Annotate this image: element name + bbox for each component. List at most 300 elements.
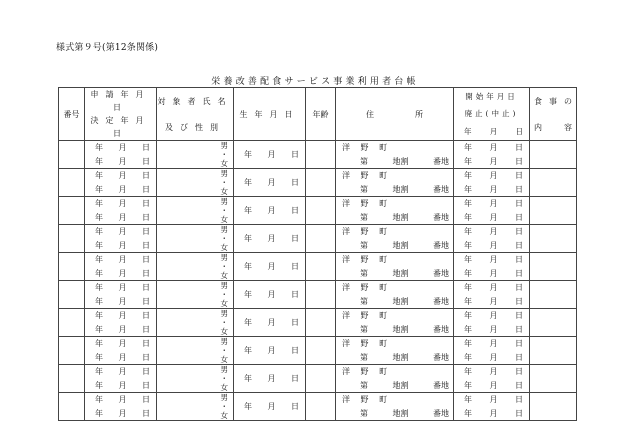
male-label: 男	[220, 281, 228, 290]
month-label: 月	[489, 352, 498, 362]
year-label: 年	[464, 296, 472, 306]
cell-no[interactable]	[59, 337, 85, 365]
year-label: 年	[464, 367, 472, 377]
gender-marker	[157, 393, 233, 420]
year-label: 年	[464, 255, 472, 265]
cell-address[interactable]	[336, 365, 454, 393]
header-address	[336, 88, 454, 141]
gender-marker	[157, 365, 233, 392]
cell-start-date[interactable]	[454, 169, 530, 197]
male-label: 男	[220, 337, 228, 346]
day-label: 日	[142, 268, 150, 278]
year-label: 年	[95, 184, 103, 194]
banchi-label: 番地	[433, 268, 449, 278]
chiwari-label: 地割	[392, 184, 409, 194]
town-char: 野	[360, 311, 369, 321]
cell-start-date[interactable]	[454, 393, 530, 421]
cell-birth[interactable]	[234, 225, 306, 253]
cell-apply-date[interactable]	[85, 309, 157, 337]
cell-birth[interactable]	[234, 309, 306, 337]
separator-dot: ・	[220, 402, 228, 411]
town-char: 町	[379, 395, 388, 405]
female-label: 女	[220, 411, 228, 420]
cell-address[interactable]	[336, 169, 454, 197]
banchi-label: 番地	[433, 408, 449, 418]
cell-address[interactable]	[336, 393, 454, 421]
cell-no[interactable]	[59, 141, 85, 169]
day-label: 日	[291, 402, 299, 411]
cell-no[interactable]	[59, 365, 85, 393]
day-label: 日	[142, 212, 150, 222]
year-label: 年	[244, 290, 252, 299]
cell-birth[interactable]	[234, 337, 306, 365]
town-char: 野	[360, 367, 369, 377]
month-label: 月	[267, 206, 276, 215]
month-label: 月	[118, 311, 127, 321]
day-label: 日	[515, 367, 523, 377]
month-label: 月	[267, 262, 276, 271]
month-label: 月	[489, 408, 498, 418]
month-label: 月	[267, 178, 276, 187]
day-label: 日	[515, 199, 523, 209]
year-label: 年	[244, 346, 252, 355]
cell-apply-date[interactable]	[85, 393, 157, 421]
cell-start-date[interactable]	[454, 309, 530, 337]
cell-start-date[interactable]	[454, 225, 530, 253]
banchi-label: 番地	[433, 184, 449, 194]
cell-age[interactable]	[306, 393, 336, 421]
gender-marker	[157, 197, 233, 224]
town-char: 洋	[342, 199, 350, 209]
town-char: 野	[360, 283, 369, 293]
gender-marker	[157, 225, 233, 252]
header-apply-date	[85, 88, 157, 141]
year-label: 年	[95, 352, 103, 362]
cell-birth[interactable]	[234, 197, 306, 225]
gender-marker	[157, 281, 233, 308]
chiwari-label: 地割	[392, 240, 409, 250]
cell-age[interactable]	[306, 253, 336, 281]
month-label: 月	[489, 380, 498, 390]
year-label: 年	[95, 324, 103, 334]
year-label: 年	[464, 339, 472, 349]
header-start-line3	[454, 127, 529, 136]
month-label: 月	[118, 143, 127, 153]
cell-birth[interactable]	[234, 393, 306, 421]
cell-name-gender[interactable]	[157, 169, 234, 197]
day-label: 日	[142, 395, 150, 405]
day-label: 日	[515, 352, 523, 362]
header-meal	[530, 88, 577, 141]
day-label: 日	[515, 184, 523, 194]
cell-name-gender[interactable]	[157, 253, 234, 281]
year-label: 年	[95, 296, 103, 306]
header-start-line2: 廃止(中止)	[464, 109, 519, 119]
day-label: 日	[515, 283, 523, 293]
month-label: 月	[489, 324, 498, 334]
header-apply-line1: 申請年月日	[90, 90, 151, 112]
year-label: 年	[95, 255, 103, 265]
month-label: 月	[489, 296, 498, 306]
cell-meal[interactable]	[530, 225, 577, 253]
day-label: 日	[291, 374, 299, 383]
day-label: 日	[142, 184, 150, 194]
year-label: 年	[464, 171, 472, 181]
header-meal-a: 食	[534, 96, 542, 106]
town-char: 町	[379, 283, 388, 293]
cell-meal[interactable]	[530, 365, 577, 393]
month-label: 月	[489, 240, 498, 250]
month-label: 月	[489, 212, 498, 222]
month-label: 月	[118, 380, 127, 390]
cell-start-date[interactable]	[454, 141, 530, 169]
gender-marker	[157, 337, 233, 364]
cell-address[interactable]	[336, 337, 454, 365]
month-label: 月	[118, 156, 127, 166]
table-row	[59, 337, 577, 365]
cell-no[interactable]	[59, 393, 85, 421]
separator-dot: ・	[220, 206, 228, 215]
separator-dot: ・	[220, 374, 228, 383]
cell-meal[interactable]	[530, 253, 577, 281]
day-label: 日	[515, 255, 523, 265]
table-row	[59, 253, 577, 281]
header-meal-e: 容	[564, 122, 572, 132]
cell-age[interactable]	[306, 365, 336, 393]
month-label: 月	[118, 408, 127, 418]
cell-meal[interactable]	[530, 281, 577, 309]
month-label: 月	[118, 212, 127, 222]
cell-birth[interactable]	[234, 253, 306, 281]
banchi-label: 番地	[433, 352, 449, 362]
day-label: 日	[142, 227, 150, 237]
cell-age[interactable]	[306, 281, 336, 309]
town-char: 野	[360, 199, 369, 209]
cell-start-date[interactable]	[454, 337, 530, 365]
cell-age[interactable]	[306, 197, 336, 225]
cell-apply-date[interactable]	[85, 141, 157, 169]
female-label: 女	[220, 215, 228, 224]
table-row	[59, 225, 577, 253]
separator-dot: ・	[220, 318, 228, 327]
header-meal-c: の	[564, 96, 572, 106]
month-label: 月	[489, 311, 498, 321]
day-label: 日	[142, 283, 150, 293]
cell-name-gender[interactable]	[157, 281, 234, 309]
female-label: 女	[220, 271, 228, 280]
table-row	[59, 141, 577, 169]
cell-name-gender[interactable]	[157, 141, 234, 169]
cell-apply-date[interactable]	[85, 365, 157, 393]
separator-dot: ・	[220, 262, 228, 271]
male-label: 男	[220, 169, 228, 178]
banchi-label: 番地	[433, 296, 449, 306]
registry-table	[58, 87, 577, 421]
year-label: 年	[464, 240, 472, 250]
town-char: 洋	[342, 367, 350, 377]
town-char: 野	[360, 171, 369, 181]
town-char: 町	[379, 199, 388, 209]
cell-no[interactable]	[59, 225, 85, 253]
year-label: 年	[464, 380, 472, 390]
month-label: 月	[489, 227, 498, 237]
cell-name-gender[interactable]	[157, 197, 234, 225]
header-meal-line1	[530, 95, 576, 108]
chiwari-label: 地割	[392, 156, 409, 166]
cell-name-gender[interactable]	[157, 337, 234, 365]
day-label: 日	[142, 143, 150, 153]
year-label: 年	[95, 283, 103, 293]
month-label: 月	[489, 268, 498, 278]
day-label: 日	[515, 296, 523, 306]
cell-apply-date[interactable]	[85, 225, 157, 253]
chiwari-label: 地割	[392, 352, 409, 362]
cell-name-gender[interactable]	[157, 365, 234, 393]
dai-label: 第	[360, 240, 368, 250]
cell-age[interactable]	[306, 169, 336, 197]
day-label: 日	[515, 171, 523, 181]
year-label: 年	[464, 227, 472, 237]
town-char: 洋	[342, 283, 350, 293]
header-start-month: 月	[489, 126, 498, 136]
day-label: 日	[515, 339, 523, 349]
day-label: 日	[142, 199, 150, 209]
chiwari-label: 地割	[392, 268, 409, 278]
dai-label: 第	[360, 352, 368, 362]
cell-meal[interactable]	[530, 141, 577, 169]
month-label: 月	[118, 283, 127, 293]
male-label: 男	[220, 141, 228, 150]
town-char: 町	[379, 227, 388, 237]
cell-address[interactable]	[336, 253, 454, 281]
female-label: 女	[220, 159, 228, 168]
year-label: 年	[464, 268, 472, 278]
cell-address[interactable]	[336, 197, 454, 225]
chiwari-label: 地割	[392, 296, 409, 306]
document-title: 栄養改善配食サービス事業利用者台帳	[211, 77, 419, 87]
cell-age[interactable]	[306, 141, 336, 169]
cell-start-date[interactable]	[454, 197, 530, 225]
day-label: 日	[515, 311, 523, 321]
year-label: 年	[464, 143, 472, 153]
month-label: 月	[118, 227, 127, 237]
town-char: 洋	[342, 143, 350, 153]
year-label: 年	[244, 318, 252, 327]
year-label: 年	[95, 311, 103, 321]
year-label: 年	[95, 367, 103, 377]
year-label: 年	[464, 184, 472, 194]
female-label: 女	[220, 355, 228, 364]
cell-apply-date[interactable]	[85, 337, 157, 365]
day-label: 日	[291, 206, 299, 215]
month-label: 月	[489, 367, 498, 377]
year-label: 年	[95, 199, 103, 209]
town-char: 洋	[342, 171, 350, 181]
dai-label: 第	[360, 296, 368, 306]
town-char: 野	[360, 395, 369, 405]
gender-marker	[157, 309, 233, 336]
cell-name-gender[interactable]	[157, 309, 234, 337]
dai-label: 第	[360, 184, 368, 194]
cell-birth[interactable]	[234, 365, 306, 393]
day-label: 日	[515, 212, 523, 222]
cell-apply-date[interactable]	[85, 169, 157, 197]
cell-no[interactable]	[59, 197, 85, 225]
cell-no[interactable]	[59, 253, 85, 281]
male-label: 男	[220, 365, 228, 374]
month-label: 月	[267, 290, 276, 299]
day-label: 日	[142, 367, 150, 377]
day-label: 日	[515, 156, 523, 166]
dai-label: 第	[360, 380, 368, 390]
cell-no[interactable]	[59, 281, 85, 309]
cell-meal[interactable]	[530, 197, 577, 225]
month-label: 月	[489, 143, 498, 153]
cell-age[interactable]	[306, 225, 336, 253]
day-label: 日	[291, 150, 299, 159]
header-row	[59, 88, 577, 141]
day-label: 日	[515, 268, 523, 278]
day-label: 日	[515, 143, 523, 153]
cell-name-gender[interactable]	[157, 393, 234, 421]
day-label: 日	[515, 395, 523, 405]
year-label: 年	[95, 380, 103, 390]
month-label: 月	[489, 199, 498, 209]
month-label: 月	[489, 156, 498, 166]
cell-start-date[interactable]	[454, 253, 530, 281]
month-label: 月	[118, 395, 127, 405]
cell-age[interactable]	[306, 337, 336, 365]
cell-start-date[interactable]	[454, 365, 530, 393]
gender-marker	[157, 253, 233, 280]
table-row	[59, 169, 577, 197]
banchi-label: 番地	[433, 156, 449, 166]
year-label: 年	[95, 339, 103, 349]
female-label: 女	[220, 243, 228, 252]
town-char: 野	[360, 143, 369, 153]
town-char: 野	[360, 227, 369, 237]
cell-age[interactable]	[306, 309, 336, 337]
day-label: 日	[291, 290, 299, 299]
year-label: 年	[244, 206, 252, 215]
header-birth: 生年月日	[234, 88, 306, 141]
day-label: 日	[291, 262, 299, 271]
month-label: 月	[118, 324, 127, 334]
female-label: 女	[220, 383, 228, 392]
month-label: 月	[267, 150, 276, 159]
day-label: 日	[142, 380, 150, 390]
month-label: 月	[118, 171, 127, 181]
year-label: 年	[464, 408, 472, 418]
cell-meal[interactable]	[530, 337, 577, 365]
male-label: 男	[220, 253, 228, 262]
dai-label: 第	[360, 268, 368, 278]
header-start-date	[454, 88, 530, 141]
day-label: 日	[142, 255, 150, 265]
day-label: 日	[142, 296, 150, 306]
cell-apply-date[interactable]	[85, 281, 157, 309]
year-label: 年	[95, 268, 103, 278]
cell-address[interactable]	[336, 141, 454, 169]
day-label: 日	[515, 240, 523, 250]
table-row	[59, 393, 577, 421]
month-label: 月	[118, 199, 127, 209]
year-label: 年	[95, 143, 103, 153]
header-start-day: 日	[515, 126, 523, 136]
gender-marker	[157, 169, 233, 196]
header-address-b: 所	[415, 109, 423, 119]
table-row	[59, 197, 577, 225]
year-label: 年	[244, 150, 252, 159]
header-apply-line2: 決定年月日	[90, 116, 151, 138]
cell-meal[interactable]	[530, 169, 577, 197]
day-label: 日	[142, 324, 150, 334]
cell-address[interactable]	[336, 309, 454, 337]
month-label: 月	[489, 339, 498, 349]
cell-apply-date[interactable]	[85, 253, 157, 281]
town-char: 町	[379, 339, 388, 349]
month-label: 月	[267, 318, 276, 327]
form-number: 様式第９号(第12条関係)	[56, 43, 159, 53]
day-label: 日	[515, 408, 523, 418]
header-meal-d: 内	[534, 122, 542, 132]
separator-dot: ・	[220, 178, 228, 187]
day-label: 日	[142, 171, 150, 181]
month-label: 月	[267, 402, 276, 411]
month-label: 月	[489, 395, 498, 405]
header-no: 番号	[59, 88, 85, 141]
day-label: 日	[515, 324, 523, 334]
cell-meal[interactable]	[530, 393, 577, 421]
town-char: 野	[360, 255, 369, 265]
town-char: 洋	[342, 339, 350, 349]
day-label: 日	[291, 346, 299, 355]
year-label: 年	[95, 171, 103, 181]
separator-dot: ・	[220, 234, 228, 243]
cell-birth[interactable]	[234, 141, 306, 169]
cell-birth[interactable]	[234, 281, 306, 309]
cell-address[interactable]	[336, 281, 454, 309]
town-char: 町	[379, 311, 388, 321]
year-label: 年	[464, 156, 472, 166]
year-label: 年	[244, 262, 252, 271]
cell-no[interactable]	[59, 309, 85, 337]
town-char: 洋	[342, 227, 350, 237]
town-char: 洋	[342, 311, 350, 321]
month-label: 月	[118, 339, 127, 349]
year-label: 年	[244, 234, 252, 243]
cell-apply-date[interactable]	[85, 197, 157, 225]
town-char: 町	[379, 171, 388, 181]
day-label: 日	[515, 380, 523, 390]
cell-start-date[interactable]	[454, 281, 530, 309]
day-label: 日	[142, 156, 150, 166]
year-label: 年	[95, 227, 103, 237]
cell-no[interactable]	[59, 169, 85, 197]
header-meal-b: 事	[549, 96, 557, 106]
cell-birth[interactable]	[234, 169, 306, 197]
month-label: 月	[118, 268, 127, 278]
female-label: 女	[220, 187, 228, 196]
header-start-line1: 開始年月日	[465, 92, 518, 102]
month-label: 月	[267, 234, 276, 243]
male-label: 男	[220, 309, 228, 318]
female-label: 女	[220, 299, 228, 308]
cell-meal[interactable]	[530, 309, 577, 337]
cell-name-gender[interactable]	[157, 225, 234, 253]
cell-address[interactable]	[336, 225, 454, 253]
day-label: 日	[142, 240, 150, 250]
